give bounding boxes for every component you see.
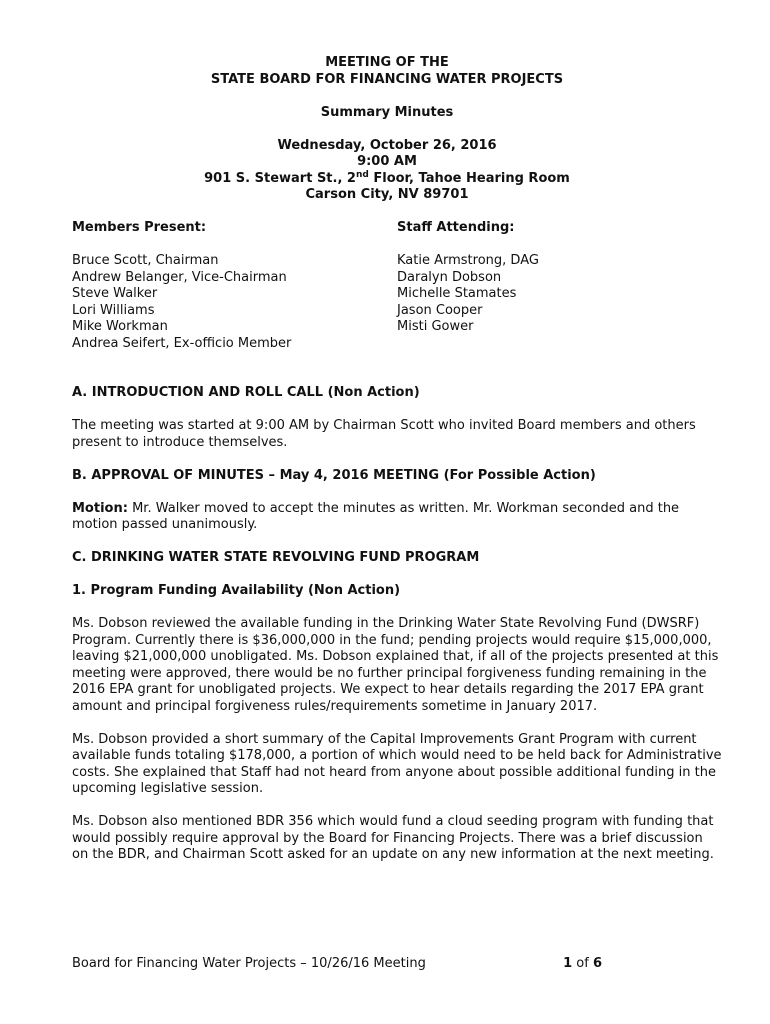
meeting-date: Wednesday, October 26, 2016: [277, 137, 497, 153]
paragraph-line: Program. Currently there is $36,000,000 in the fund; pending projects would require $15,000,000,: [72, 632, 712, 648]
motion-text: Mr. Walker moved to accept the minutes as written. Mr. Workman seconded and the: [127, 500, 680, 516]
member-item: Bruce Scott, Chairman: [72, 253, 219, 268]
paragraph-bdr: [72, 814, 714, 864]
paragraph-capital-improvements: [72, 731, 722, 798]
section-a-text-line: The meeting was started at 9:00 AM by Chairman Scott who invited Board members and others: [72, 418, 696, 433]
members-heading: Members Present:: [72, 220, 207, 235]
document-body: [72, 55, 722, 864]
member-item: Mike Workman: [72, 319, 168, 334]
staff-heading: Staff Attending:: [397, 220, 515, 235]
meeting-title-line2: STATE BOARD FOR FINANCING WATER PROJECTS: [210, 71, 564, 87]
document-subtitle: Summary Minutes: [320, 104, 454, 120]
motion-label: Motion:: [72, 500, 128, 516]
motion-line-2: motion passed unanimously.: [72, 517, 258, 532]
member-item: Steve Walker: [72, 286, 158, 301]
paragraph-line: Ms. Dobson provided a short summary of the Capital Improvements Grant Program with current: [72, 731, 697, 747]
meeting-city: Carson City, NV 89701: [305, 187, 469, 202]
meeting-time: 9:00 AM: [357, 154, 417, 169]
members-column: [72, 220, 397, 352]
page-footer: [72, 956, 602, 973]
paragraph-line: Ms. Dobson reviewed the available funding in the Drinking Water State Revolving Fund (DWSRF): [72, 616, 700, 631]
member-item: Andrew Belanger, Vice-Chairman: [72, 269, 287, 285]
paragraph-line: meeting were approved, there would be no further principal forgiveness funding remaining in the: [72, 665, 707, 681]
section-c-heading: C. DRINKING WATER STATE REVOLVING FUND PROGRAM: [72, 550, 480, 565]
paragraph-funding: [72, 616, 719, 715]
paragraph-line: available funds totaling $178,000, a portion of which would need to be held back for Administrative: [72, 748, 722, 763]
paragraph-line: on the BDR, and Chairman Scott asked for an update on any new information at the next meeting.: [72, 847, 714, 862]
section-c1-heading: 1. Program Funding Availability (Non Action): [72, 583, 401, 598]
attendance-section: [72, 220, 702, 352]
section-a-heading: A. INTRODUCTION AND ROLL CALL (Non Action): [72, 385, 420, 400]
staff-item: Michelle Stamates: [397, 286, 517, 301]
section-b-heading: B. APPROVAL OF MINUTES – May 4, 2016 MEETING (For Possible Action): [72, 467, 596, 483]
staff-item: Katie Armstrong, DAG: [397, 253, 539, 268]
paragraph-line: amount and principal forgiveness rules/requirements sometime in January 2017.: [72, 698, 598, 714]
staff-column: [397, 220, 702, 352]
paragraph-line: upcoming legislative session.: [72, 781, 264, 796]
member-item: Andrea Seifert, Ex-officio Member: [72, 335, 292, 351]
meeting-address: [72, 171, 702, 188]
page-number: [563, 956, 602, 973]
page-current: 1: [563, 956, 573, 971]
paragraph-line: would possibly require approval by the Board for Financing Projects. There was a brief discussion: [72, 830, 703, 846]
paragraph-line: Ms. Dobson also mentioned BDR 356 which would fund a cloud seeding program with funding that: [72, 814, 714, 829]
paragraph-line: costs. She explained that Staff had not heard from anyone about possible additional funding in the: [72, 764, 716, 780]
page-of: of: [572, 956, 593, 971]
paragraph-line: leaving $21,000,000 unobligated. Ms. Dobson explained that, if all of the projects presented at this: [72, 649, 719, 664]
address-superscript: nd: [355, 169, 369, 180]
motion-line: [72, 501, 702, 518]
staff-item: Jason Cooper: [397, 302, 483, 318]
staff-item: Daralyn Dobson: [397, 269, 502, 285]
paragraph-line: 2016 EPA grant for unobligated projects. We expect to hear details regarding the 2017 EPA grant: [72, 682, 704, 697]
page-total: 6: [592, 956, 602, 971]
staff-item: Misti Gower: [397, 319, 474, 334]
member-item: Lori Williams: [72, 302, 155, 318]
address-part1: 901 S. Stewart St., 2: [204, 170, 356, 186]
section-a-text-line: present to introduce themselves.: [72, 434, 288, 450]
footer-title: Board for Financing Water Projects – 10/26/16 Meeting: [72, 956, 426, 971]
address-part2: Floor, Tahoe Hearing Room: [368, 170, 570, 186]
meeting-title-line1: MEETING OF THE: [325, 55, 449, 70]
